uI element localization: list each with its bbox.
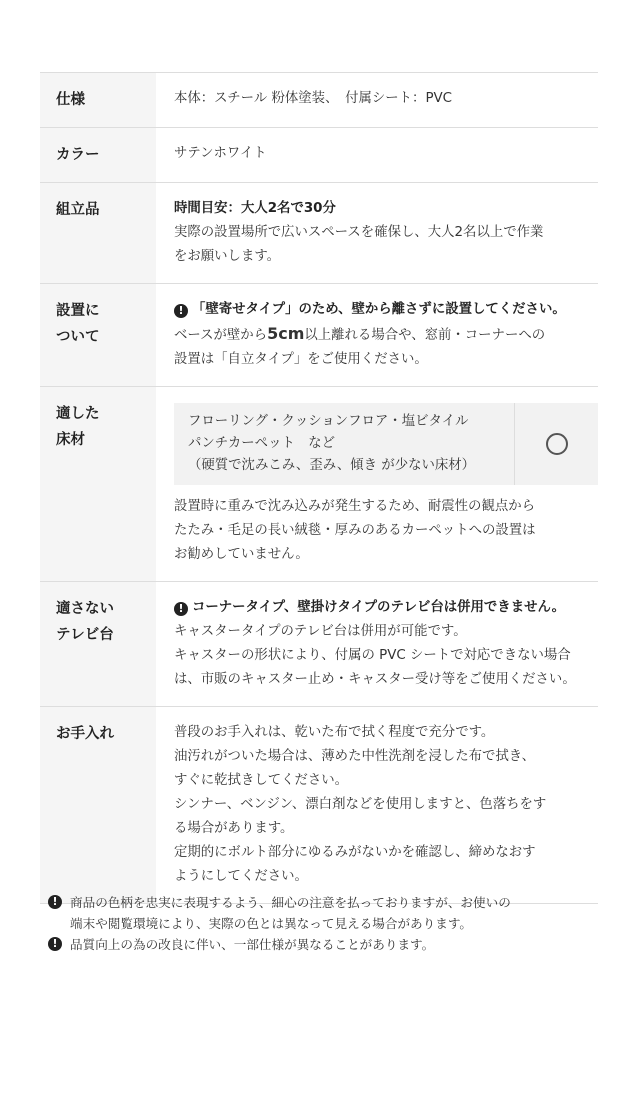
care-note: 普段のお手入れは、乾いた布で拭く程度で充分です。 (174, 725, 495, 740)
spec-table (40, 72, 598, 904)
tv-note: キャスタータイプのテレビ台は併用が可能です。 (174, 624, 467, 639)
install-note: ベースが壁から5cm以上離れる場合や、窓前・コーナーへの (174, 324, 546, 343)
floor-note: 設置時に重みで沈み込みが発生するため、耐震性の観点から (174, 499, 536, 514)
care-row (40, 707, 598, 904)
color-row (40, 128, 598, 183)
row-label: お手入れ (40, 707, 156, 904)
footnotes (48, 892, 608, 955)
assembly-note: 実際の設置場所で広いスペースを確保し、大人2名以上で作業 (174, 225, 544, 240)
row-value (156, 284, 598, 387)
exclamation-circle-icon: ! (174, 602, 188, 616)
floor-note: お勧めしていません。 (174, 547, 309, 562)
exclamation-circle-icon: ! (48, 937, 62, 951)
exclamation-circle-icon: ! (174, 304, 188, 318)
assembly-row (40, 183, 598, 284)
color-text: サテンホワイト (174, 146, 267, 161)
floor-row (40, 387, 598, 582)
row-value (156, 707, 598, 904)
exclamation-circle-icon: ! (48, 895, 62, 909)
tv-row (40, 582, 598, 707)
suitable-mark (515, 403, 598, 485)
row-value (156, 73, 598, 128)
tv-note: は、市販のキャスター止め・キャスター受け等をご使用ください。 (174, 672, 576, 687)
row-value (156, 183, 598, 284)
row-value (156, 128, 598, 183)
row-label: 適さない テレビ台 (40, 582, 156, 707)
assembly-note: をお願いします。 (174, 249, 281, 264)
care-note: 定期的にボルト部分にゆるみがないかを確認し、締めなおす (174, 845, 536, 860)
footnote-color: ! 商品の色柄を忠実に表現するよう、細心の注意を払っておりますが、お使いの 端末や閲覧環境により、実際の色とは異なって見える場合があります。 (48, 892, 608, 934)
suitable-floor-box (174, 403, 598, 485)
row-value (156, 387, 598, 582)
footnote-spec-change: ! 品質向上の為の改良に伴い、一部仕様が異なることがあります。 (48, 934, 608, 955)
install-note: 設置は「自立タイプ」をご使用ください。 (174, 352, 428, 367)
spec-text: 本体：スチール 粉体塗装、 付属シート：PVC (174, 91, 453, 106)
care-note: ようにしてください。 (174, 869, 308, 884)
install-warning: ! 「壁寄せタイプ」のため、壁から離さずに設置してください。 (174, 298, 598, 322)
row-label: 適した 床材 (40, 387, 156, 582)
row-label: 組立品 (40, 183, 156, 284)
tv-warning: ! コーナータイプ、壁掛けタイプのテレビ台は併用できません。 (174, 596, 598, 620)
assembly-time: 時間目安：大人2名で30分 (174, 201, 336, 216)
row-value (156, 582, 598, 707)
tv-note: キャスターの形状により、付属の PVC シートで対応できない場合 (174, 648, 571, 663)
row-label: 設置に ついて (40, 284, 156, 387)
care-note: る場合があります。 (174, 821, 294, 836)
floor-note: たたみ・毛足の長い絨毯・厚みのあるカーペットへの設置は (174, 523, 536, 538)
row-label: 仕様 (40, 73, 156, 128)
care-note: すぐに乾拭きしてください。 (174, 773, 349, 788)
care-note: 油汚れがついた場合は、薄めた中性洗剤を浸した布で拭き、 (174, 749, 536, 764)
suitable-floor-list: フローリング・クッションフロア・塩ビタイル パンチカーペット など （硬質で沈みこみ、歪み、傾き が少ない床材） (174, 403, 515, 485)
spec-row (40, 73, 598, 128)
care-note: シンナー、ベンジン、漂白剤などを使用しますと、色落ちをす (174, 797, 547, 812)
circle-ok-icon (546, 433, 568, 455)
install-row (40, 284, 598, 387)
row-label: カラー (40, 128, 156, 183)
